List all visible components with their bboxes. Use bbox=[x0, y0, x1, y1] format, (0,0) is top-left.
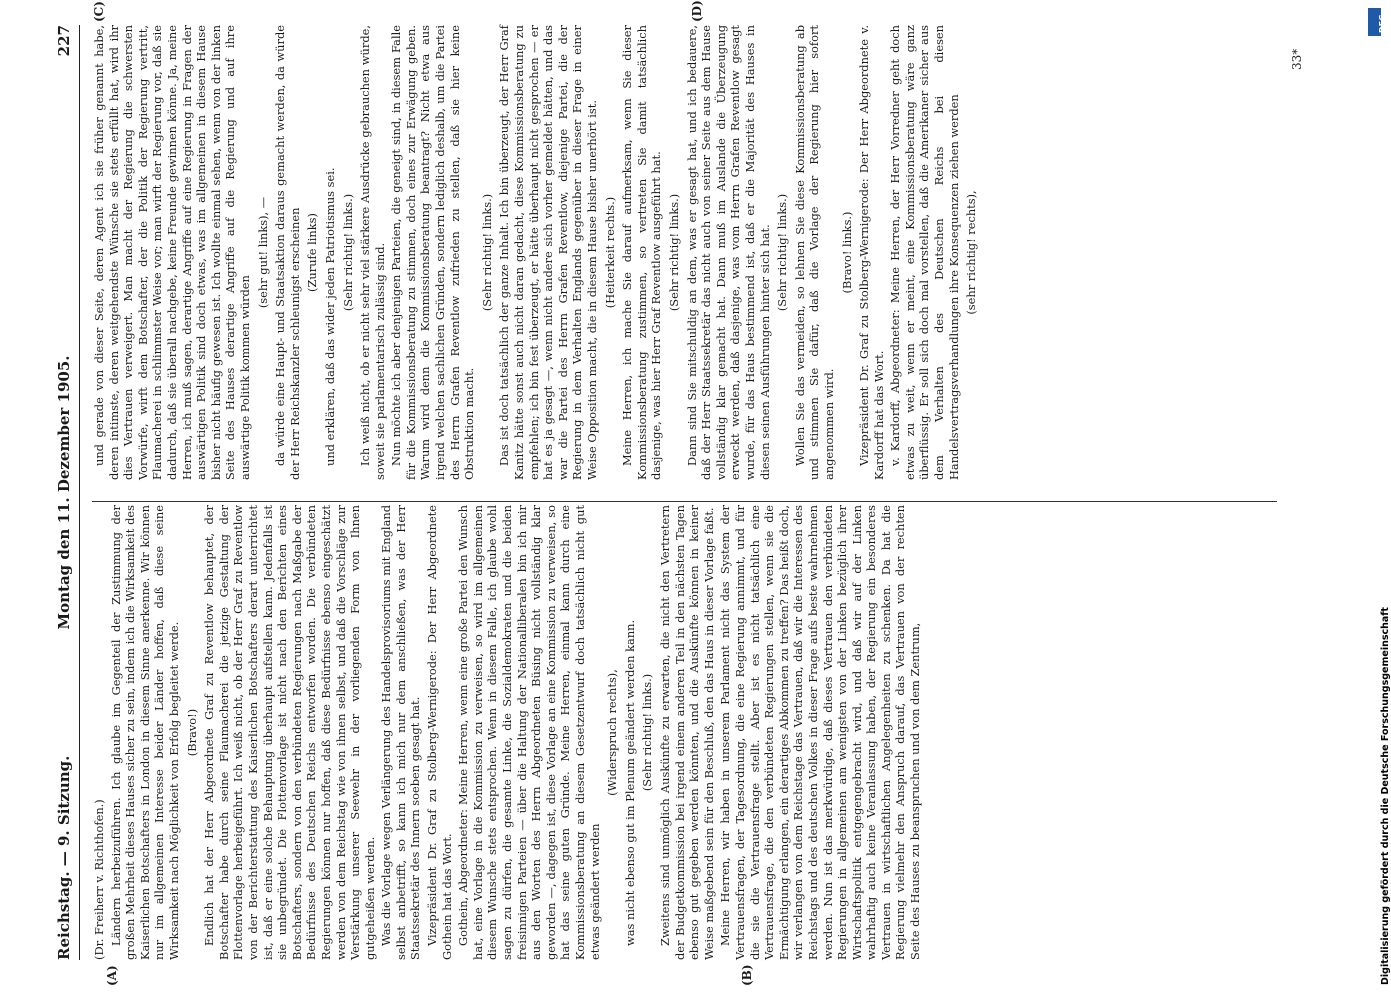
interjection: (Sehr richtig! links.) bbox=[479, 193, 494, 312]
paragraph: und erklären, daß das wider jeden Patriotismus sei. bbox=[322, 167, 337, 466]
paragraph: (Dr. Freiherr v. Richthofen.) bbox=[92, 799, 106, 960]
interjection: (Sehr richtig! links.) bbox=[640, 673, 655, 792]
page-header bbox=[55, 25, 80, 960]
sheet-signature: 33* bbox=[1290, 48, 1304, 70]
right-column bbox=[92, 25, 1277, 480]
paragraph: Endlich hat der Herr Abgeordnete Graf zu Reventlow behauptet, der Botschafter habe durch seine Flaumacherei die jetzige Gestaltung der Flottenvorlage herbeigeführt. Ich weiß nicht, ob der Herr Graf zu Reventlow von der Berichterstattung des Kaiserlichen Botschafters derart unterrichtet ist, daß er eine solche Behauptung überhaupt aufstellen kann. Jedenfalls ist sie unbegründet. Die Flottenvorlage ist nicht nach den Berichten eines Botschafters, sondern von den verbündeten Regierungen nach Maßgabe der Bedürfnisse des Deutschen Reichs entworfen worden. Die verbündeten Regierungen können nur hoffen, daß diese Bedürfnisse ebenso eingeschätzt werden von dem Reichstag wie von ihnen selbst, und daß die Vorschläge zur Verstärkung unserer Seewehr in der vorliegenden Form von Ihnen gutgeheißen werden. bbox=[202, 505, 377, 960]
margin-marker-a: (A) bbox=[105, 965, 119, 986]
digitization-credit: Digitalisierung gefördert durch die Deutsche Forschungsgemeinschaft bbox=[1380, 607, 1391, 985]
header-left: Reichstag. — 9. Sitzung. bbox=[55, 755, 73, 960]
interjection: (Sehr richtig! links.) bbox=[666, 193, 681, 312]
interjection: (Bravo!) bbox=[184, 708, 199, 757]
paragraph: da würde eine Haupt- und Staatsaktion daraus gemacht werden, da würde der Herr Reichskanzler schleunigst erscheinen bbox=[273, 25, 302, 480]
interjection: (Sehr richtig! links.) bbox=[775, 193, 790, 312]
margin-marker-c: (C) bbox=[92, 1, 106, 22]
interjection: (Heiterkeit rechts.) bbox=[602, 196, 617, 309]
left-column bbox=[92, 505, 1277, 960]
interjection: (Widerspruch rechts), bbox=[605, 669, 620, 796]
paragraph: Meine Herren, wir haben in unserem Parlament nicht das System der Vertrauensfragen, der Tagesordnung, die eine Regierung annimmt, und für die sie die Vertrauensfrage stellt. Aber ist es nicht tatsächlich eine Vertrauensfrage, die den verbündeten Regierungen stellen, wenn sie die Ermächtigung erlangen, ein derartiges Abkommen zu treffen? Das heißt doch, wir verlangen von dem Reichstage das Vertrauen, daß wir die Interessen des Reichstags und des deutschen Volkes in dieser Frage aufs beste wahrnehmen werden. Nun ist das merkwürdige, daß dieses Vertrauen den verbündeten Regierungen in allgemeinen am wenigsten von der Linken bezüglich ihrer Wirtschaftspolitik entgegengebracht wird, und daß wir auf der Linken wahrhaftig auch keine Veranlassung haben, der Regierung ein besonderes Vertrauen in wirtschaftlichen Angelegenheiten zu schenken. Da hat die Regierung vielmehr den Anspruch darauf, das Vertrauen von der rechten Seite des Hauses zu beanspruchen und von dem Zentrum, bbox=[718, 505, 923, 960]
paragraph: Dann sind Sie mitschuldig an dem, was er gesagt hat, und ich bedauere, daß der Herr Staatssekretär das nicht auch von seiner Seite aus dem Hause vollständig klar gemacht hat. Dann muß im Auslande die Überzeugung erweckt werden, daß dasjenige, was vom Herrn Grafen Reventlow gesagt wurde, für das Haus bestimmend ist, daß er die Majorität des Hauses in diesen seinen Ausführungen hinter sich hat. bbox=[684, 25, 772, 480]
interjection: (sehr richtig! rechts), bbox=[964, 190, 979, 315]
paragraph: Wollen Sie das vermeiden, so lehnen Sie diese Kommissionsberatung ab und stimmen Sie dafür, daß die Vorlage der Regierung hier sofort angenommen wird. bbox=[792, 25, 836, 480]
interjection: (Sehr richtig! links.) bbox=[340, 193, 355, 312]
header-date: Montag den 11. Dezember 1905. bbox=[55, 355, 73, 630]
dfg-logo: DFG bbox=[1368, 8, 1381, 36]
paragraph: und gerade von dieser Seite, deren Agent ich sie früher genannt habe, deren intimste, deren weitgehendste Wünsche sie stets erfüllt hat, wird ihr dies Vertrauen verweigert. Man macht der Regierung die schwersten Vorwürfe, wirft dem Botschafter, der die Politik der Regierung vertritt, Flaumacherei in schlimmster Weise vor; man wirft der Regierung vor, daß sie dadurch, daß sie überall nachgebe, keine Freunde gewinnen könne. Ja, meine Herren, ich muß sagen, derartige Angriffe auf eine Regierung in Fragen der auswärtigen Politik sind doch etwas, was im allgemeinen in diesem Hause bisher nicht häufig gewesen ist. Ich wollte einmal sehen, wenn von der linken Seite des Hauses derartige Angriffe auf die Regierung und auf ihre auswärtige Politik kommen würden bbox=[92, 25, 252, 480]
paragraph: Gothein, Abgeordneter: Meine Herren, wenn eine große Partei den Wunsch hat, eine Vorlage in die Kommission zu verweisen, so wird im allgemeinen diesem Wunsche stets entsprochen. Wenn in diesem Falle, ich glaube wohl sagen zu dürfen, die gesamte Linke, die Sozialdemokraten und die beiden freisinnigen Parteien — über die Haltung der Nationalliberalen bin ich mir aus den Worten des Herrn Abgeordneten Büsing nicht vollständig klar geworden —, dagegen ist, diese Vorlage an eine Kommission zu verweisen, so hat das seine guten Gründe. Meine Herren, einmal kann durch eine Kommissionsberatung an diesem Gesetzentwurf doch tatsächlich nicht gut etwas geändert werden bbox=[456, 505, 602, 960]
column-divider bbox=[92, 501, 1277, 502]
paragraph: v. Kardorff, Abgeordneter: Meine Herren, der Herr Vorredner geht doch etwas zu weit, wenn er meint, eine Kommissionsberatung wäre ganz überflüssig. Er soll sich doch mal vorstellen, daß die Amerikaner sicher aus dem Verhalten des Deutschen Reichs bei diesen Handelsvertragsverhandlungen ihre Konsequenzen ziehen werden bbox=[888, 25, 961, 480]
paragraph: was nicht ebenso gut im Plenum geändert werden kann. bbox=[622, 619, 637, 946]
paragraph: Meine Herren, ich mache Sie darauf aufmerksam, wenn Sie dieser Kommissionsberatung zustimmen, so vertreten Sie damit tatsächlich dasjenige, was hier Herr Graf Reventlow ausgeführt hat. bbox=[620, 25, 664, 480]
interjection: (Zurufe links) bbox=[305, 213, 320, 292]
page-number: 227 bbox=[55, 25, 73, 57]
paragraph: Das ist doch tatsächlich der ganze Inhalt. Ich bin überzeugt, der Herr Graf Kanitz hätte sonst auch nicht daran gedacht, diese Kommissionsberatung zu empfehlen; ich bin fest überzeugt, er hätte überhaupt nicht gesprochen — er hat es ja gesagt —, wenn nicht andere sich vorher gemeldet hätten, und das war die Partei des Herrn Grafen Reventlow, diejenige Partei, die der Regierung in dem Verhalten Englands gegenüber in dieser Frage in einer Weise Opposition macht, die in diesem Hause bisher unerhört ist. bbox=[497, 25, 599, 480]
paragraph: Vizepräsident Dr. Graf zu Stolberg-Wernigerode: Der Herr Abgeordnete v. Kardorff hat das Wort. bbox=[857, 25, 886, 480]
paragraph: Ländern herbeizuführen. Ich glaube im Gegenteil der Zustimmung der großen Mehrheit dieses Hauses sicher zu sein, indem ich die Wirksamkeit des Kaiserlichen Botschafters in London in diesem Sinne anerkenne. Wir können nur im allgemeinen Interesse beider Länder hoffen, daß diese seine Wirksamkeit nach Möglichkeit von Erfolg begleitet werde. bbox=[108, 505, 181, 960]
paragraph: Nun möchte ich aber denjenigen Parteien, die geneigt sind, in diesem Falle für die Kommissionsberatung zu stimmen, doch eines zur Erwägung geben. Warum wird denn die Kommissionsberatung beantragt? Nicht etwa aus irgend welchen sachlichen Gründen, sondern lediglich deshalb, um die Partei des Herrn Grafen Reventlow zufrieden zu stellen, daß sie hier keine Obstruktion macht. bbox=[389, 25, 477, 480]
paragraph: Vizepräsident Dr. Graf zu Stolberg-Wernigerode: Der Herr Abgeordnete Gothein hat das Wort. bbox=[425, 505, 454, 960]
paragraph: Was die Vorlage wegen Verlängerung des Handelsprovisoriums mit England selbst anbetrifft, so kann ich mich nur dem anschließen, was der Herr Staatssekretär des Innern soeben gesagt hat. bbox=[379, 505, 423, 960]
interjection: (sehr gut! links), — bbox=[255, 196, 270, 309]
margin-marker-b: (B) bbox=[740, 964, 754, 986]
paragraph: Zweitens sind unmöglich Auskünfte zu erwarten, die nicht den Vertretern der Budgetkommission bei irgend einem anderen Teil in den nächsten Tagen ebenso gut gegeben werden könnten, und die Auskünfte können in keiner Weise maßgebend sein für den Beschluß, den das Haus in dieser Vorlage faßt. bbox=[657, 505, 716, 960]
margin-marker-d: (D) bbox=[690, 0, 704, 22]
paragraph: Ich weiß nicht, ob er nicht sehr viel stärkere Ausdrücke gebrauchen würde, soweit sie parlamentarisch zulässig sind. bbox=[358, 25, 387, 480]
interjection: (Bravo! links.) bbox=[839, 211, 854, 294]
